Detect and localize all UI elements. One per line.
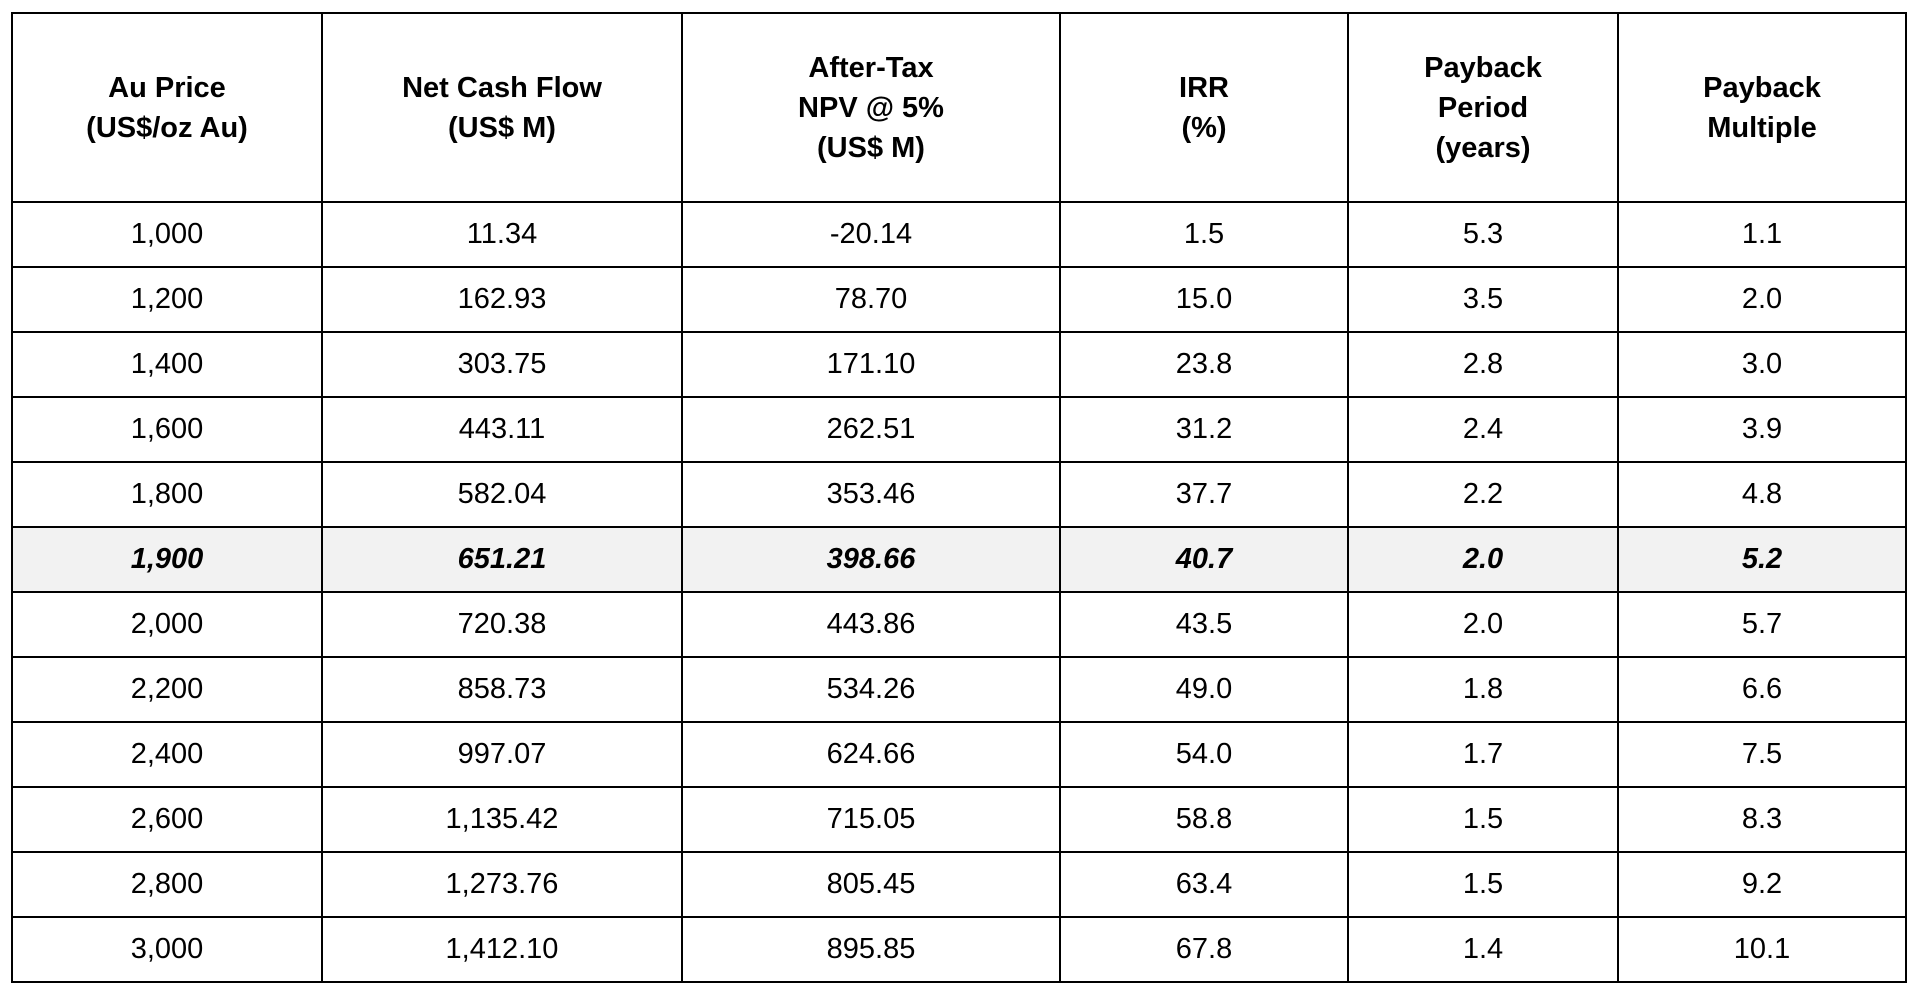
cell-npv: 262.51 xyxy=(682,397,1060,462)
table-row xyxy=(12,202,1906,267)
cell-au-price: 2,800 xyxy=(12,852,322,917)
cell-irr: 1.5 xyxy=(1060,202,1348,267)
header-line: Period xyxy=(1437,91,1529,124)
cell-irr: 43.5 xyxy=(1060,592,1348,657)
cell-npv: 895.85 xyxy=(682,917,1060,982)
cell-au-price: 2,000 xyxy=(12,592,322,657)
cell-payback-multiple: 6.6 xyxy=(1618,657,1906,722)
cell-au-price: 1,000 xyxy=(12,202,322,267)
header-line: Au Price xyxy=(108,71,226,104)
cell-net-cash-flow: 1,273.76 xyxy=(322,852,682,917)
cell-net-cash-flow: 1,135.42 xyxy=(322,787,682,852)
cell-irr: 63.4 xyxy=(1060,852,1348,917)
header-line: Multiple xyxy=(1707,111,1817,144)
cell-au-price: 2,600 xyxy=(12,787,322,852)
header-payback-multiple xyxy=(1618,13,1906,202)
cell-payback-multiple: 5.2 xyxy=(1618,527,1906,592)
cell-npv: 78.70 xyxy=(682,267,1060,332)
cell-net-cash-flow: 1,412.10 xyxy=(322,917,682,982)
table-body xyxy=(12,202,1906,982)
table-row xyxy=(12,657,1906,722)
cell-payback-multiple: 8.3 xyxy=(1618,787,1906,852)
cell-payback-multiple: 7.5 xyxy=(1618,722,1906,787)
cell-irr: 23.8 xyxy=(1060,332,1348,397)
cell-irr: 49.0 xyxy=(1060,657,1348,722)
table-row xyxy=(12,397,1906,462)
header-payback-period xyxy=(1348,13,1618,202)
header-line: Payback xyxy=(1703,71,1821,104)
cell-payback-multiple: 10.1 xyxy=(1618,917,1906,982)
header-line: Net Cash Flow xyxy=(402,71,602,104)
header-line: IRR xyxy=(1179,71,1229,104)
header-irr xyxy=(1060,13,1348,202)
cell-payback-period: 5.3 xyxy=(1348,202,1618,267)
cell-npv: 443.86 xyxy=(682,592,1060,657)
cell-npv: 353.46 xyxy=(682,462,1060,527)
cell-net-cash-flow: 443.11 xyxy=(322,397,682,462)
cell-au-price: 2,200 xyxy=(12,657,322,722)
cell-payback-period: 1.8 xyxy=(1348,657,1618,722)
cell-irr: 31.2 xyxy=(1060,397,1348,462)
cell-payback-period: 1.4 xyxy=(1348,917,1618,982)
cell-npv: 805.45 xyxy=(682,852,1060,917)
cell-net-cash-flow: 720.38 xyxy=(322,592,682,657)
table-row xyxy=(12,917,1906,982)
cell-irr: 15.0 xyxy=(1060,267,1348,332)
cell-au-price: 1,400 xyxy=(12,332,322,397)
cell-irr: 37.7 xyxy=(1060,462,1348,527)
cell-payback-multiple: 4.8 xyxy=(1618,462,1906,527)
cell-npv: -20.14 xyxy=(682,202,1060,267)
cell-au-price: 2,400 xyxy=(12,722,322,787)
cell-payback-multiple: 9.2 xyxy=(1618,852,1906,917)
cell-net-cash-flow: 997.07 xyxy=(322,722,682,787)
cell-irr: 58.8 xyxy=(1060,787,1348,852)
header-net-cash-flow xyxy=(322,13,682,202)
cell-payback-multiple: 3.9 xyxy=(1618,397,1906,462)
cell-irr: 67.8 xyxy=(1060,917,1348,982)
table-row xyxy=(12,332,1906,397)
cell-payback-multiple: 3.0 xyxy=(1618,332,1906,397)
cell-irr: 40.7 xyxy=(1060,527,1348,592)
header-npv xyxy=(682,13,1060,202)
header-line: Payback xyxy=(1424,51,1542,84)
cell-net-cash-flow: 582.04 xyxy=(322,462,682,527)
header-line: (US$ M) xyxy=(817,131,925,164)
cell-au-price: 1,200 xyxy=(12,267,322,332)
cell-net-cash-flow: 858.73 xyxy=(322,657,682,722)
cell-payback-multiple: 1.1 xyxy=(1618,202,1906,267)
cell-payback-period: 2.0 xyxy=(1348,592,1618,657)
cell-net-cash-flow: 303.75 xyxy=(322,332,682,397)
cell-npv: 171.10 xyxy=(682,332,1060,397)
table-row xyxy=(12,267,1906,332)
header-line: NPV @ 5% xyxy=(798,91,944,124)
cell-npv: 534.26 xyxy=(682,657,1060,722)
cell-payback-period: 2.4 xyxy=(1348,397,1618,462)
table-row xyxy=(12,852,1906,917)
cell-payback-period: 2.2 xyxy=(1348,462,1618,527)
cell-npv: 624.66 xyxy=(682,722,1060,787)
cell-payback-period: 2.8 xyxy=(1348,332,1618,397)
table-row xyxy=(12,787,1906,852)
header-line: After-Tax xyxy=(808,51,934,84)
cell-payback-period: 2.0 xyxy=(1348,527,1618,592)
cell-payback-period: 1.7 xyxy=(1348,722,1618,787)
table-row xyxy=(12,722,1906,787)
header-line: (US$/oz Au) xyxy=(86,111,248,144)
cell-net-cash-flow: 11.34 xyxy=(322,202,682,267)
cell-au-price: 1,900 xyxy=(12,527,322,592)
cell-payback-period: 1.5 xyxy=(1348,852,1618,917)
header-line: (years) xyxy=(1435,131,1531,164)
cell-net-cash-flow: 162.93 xyxy=(322,267,682,332)
cell-npv: 715.05 xyxy=(682,787,1060,852)
cell-net-cash-flow: 651.21 xyxy=(322,527,682,592)
cell-au-price: 1,600 xyxy=(12,397,322,462)
header-row xyxy=(12,13,1906,202)
cell-irr: 54.0 xyxy=(1060,722,1348,787)
cell-payback-period: 3.5 xyxy=(1348,267,1618,332)
table-row xyxy=(12,592,1906,657)
cell-payback-multiple: 2.0 xyxy=(1618,267,1906,332)
cell-npv: 398.66 xyxy=(682,527,1060,592)
header-line: (US$ M) xyxy=(448,111,556,144)
cell-au-price: 3,000 xyxy=(12,917,322,982)
sensitivity-table xyxy=(11,12,1907,983)
table-row xyxy=(12,527,1906,592)
table-row xyxy=(12,462,1906,527)
header-line: (%) xyxy=(1181,111,1227,144)
cell-payback-multiple: 5.7 xyxy=(1618,592,1906,657)
header-au-price xyxy=(12,13,322,202)
cell-payback-period: 1.5 xyxy=(1348,787,1618,852)
cell-au-price: 1,800 xyxy=(12,462,322,527)
